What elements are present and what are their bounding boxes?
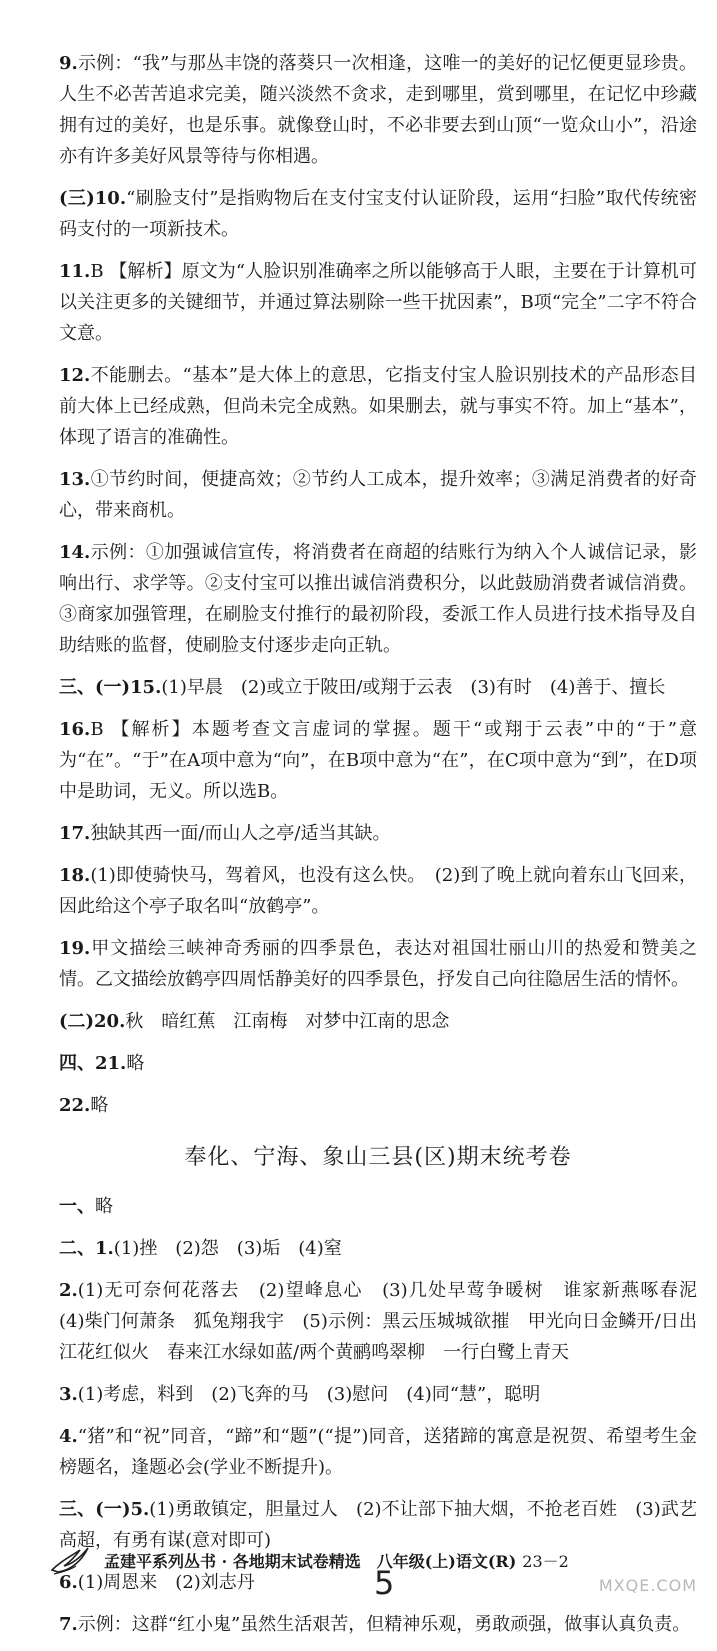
answer-text: 示例：①加强诚信宣传，将消费者在商超的结账行为纳入个人诚信记录，影响出行、求学等。②支付宝可以推出诚信消费积分，以此鼓励消费者诚信消费。③商家加强管理，在刷脸支付推行的最初阶段，委派工作人员进行技术指导及自助结账的监督，使刷脸支付逐步走向正轨。 <box>59 542 697 656</box>
footer-series-text: 孟建平系列丛书 · 各地期末试卷精选 八年级(上)语文(R) <box>104 1551 517 1571</box>
answer-content <box>0 48 717 1651</box>
answer-text: 示例：这群“红小鬼”虽然生活艰苦，但精神乐观，勇敢顽强，做事认真负责。 <box>77 1614 691 1635</box>
answer-text: (1)无可奈何花落去 (2)望峰息心 (3)几处早莺争暖树 谁家新燕啄春泥 (4)柴门何萧条 狐兔翔我宇 (5)示例：黑云压城城欲摧 甲光向日金鳞开/日出江花红似火 春来江水绿如蓝/两个黄鹂鸣翠柳 一行白鹭上青天 <box>59 1280 715 1363</box>
site-watermark: MXQE.COM <box>598 1576 697 1595</box>
answer-number: 4. <box>59 1426 78 1447</box>
answer-number: 三、(一)15. <box>59 677 162 698</box>
answer-text: (1)考虑，料到 (2)飞奔的马 (3)慰问 (4)同“慧”，聪明 <box>77 1384 541 1405</box>
answer-text: (1)早晨 (2)或立于陂田/或翔于云表 (3)有时 (4)善于、擅长 <box>161 677 666 698</box>
answer-number: (三)10. <box>59 188 127 209</box>
section-title: 奉化、宁海、象山三县(区)期末统考卷 <box>184 1145 572 1170</box>
answer-number: 3. <box>59 1384 78 1405</box>
answer-item <box>59 1275 715 1368</box>
answer-item <box>59 1379 697 1410</box>
answer-item <box>59 183 697 245</box>
answer-number: 12. <box>59 365 91 386</box>
answer-item <box>59 48 697 172</box>
answer-text: 示例：“我”与那丛丰饶的落葵只一次相逢，这唯一的美好的记忆便更显珍贵。人生不必苦苦追求完美，随兴淡然不贪求，走到哪里，赏到哪里，在记忆中珍藏拥有过的美好，也是乐事。就像登山时，不必非要去到山顶“一览众山小”，沿途亦有许多美好风景等待与你相遇。 <box>59 53 697 167</box>
answer-item <box>59 933 697 995</box>
answer-number: 14. <box>59 542 91 563</box>
answer-item <box>59 464 697 526</box>
answer-item <box>59 360 697 453</box>
answer-text: “猪”和“祝”同音，“蹄”和“题”(“提”)同音，送猪蹄的寓意是祝贺、希望考生金榜题名，逢题必会(学业不断提升)。 <box>59 1426 697 1478</box>
answer-text: 略 <box>90 1095 109 1116</box>
answer-text: 略 <box>95 1196 113 1217</box>
answer-text: 甲文描绘三峡神奇秀丽的四季景色，表达对祖国壮丽山川的热爱和赞美之情。乙文描绘放鹤亭四周恬静美好的四季景色，抒发自己向往隐居生活的情怀。 <box>59 938 697 990</box>
answer-number: 9. <box>59 53 78 74</box>
answer-number: 18. <box>59 865 91 886</box>
answer-text: (1)挫 (2)怨 (3)垢 (4)窒 <box>113 1238 342 1259</box>
answer-number: 19. <box>59 938 91 959</box>
answer-item <box>59 1090 697 1121</box>
answer-item <box>59 714 697 807</box>
answer-text: ①节约时间，便捷高效；②节约人工成本，提升效率；③满足消费者的好奇心，带来商机。 <box>59 469 697 521</box>
answer-item <box>59 1233 697 1264</box>
answer-item <box>59 1609 697 1640</box>
answer-list-top <box>59 48 697 1121</box>
answer-number: 6. <box>59 1572 78 1593</box>
footer-page-number: 23－2 <box>522 1551 569 1571</box>
answer-text: (1)勇敢镇定，胆量过人 (2)不让部下抽大烟，不抢老百姓 (3)武艺高超，有勇有谋(意对即可) <box>59 1499 697 1551</box>
handwritten-page-mark: 5 <box>374 1564 395 1602</box>
answer-item <box>59 818 697 849</box>
answer-text: 略 <box>126 1053 145 1074</box>
answer-number: 2. <box>59 1280 78 1301</box>
answer-number: 13. <box>59 469 91 490</box>
answer-item <box>59 1006 697 1037</box>
answer-number: 四、21. <box>59 1053 127 1074</box>
swallow-logo-icon <box>50 1544 90 1576</box>
answer-item <box>59 1421 697 1483</box>
answer-text: 独缺其西一面/而山人之亭/适当其缺。 <box>90 823 391 844</box>
answer-item <box>59 537 697 661</box>
answer-text: (1)即使骑快马，驾着风，也没有这么快。 (2)到了晚上就向着东山飞回来，因此给这个亭子取名叫“放鹤亭”。 <box>59 865 697 917</box>
answer-text: B 【解析】原文为“人脸识别准确率之所以能够高于人眼，主要在于计算机可以关注更多的关键细节，并通过算法剔除一些干扰因素”，B项“完全”二字不符合文意。 <box>59 261 697 344</box>
answer-number: 16. <box>59 719 91 740</box>
answer-number: 一、 <box>59 1196 95 1217</box>
answer-text: 秋 暗红蕉 江南梅 对梦中江南的思念 <box>125 1011 450 1032</box>
answer-text: “刷脸支付”是指购物后在支付宝支付认证阶段，运用“扫脸”取代传统密码支付的一项新技术。 <box>59 188 697 240</box>
answer-item <box>59 256 697 349</box>
answer-number: 22. <box>59 1095 91 1116</box>
answer-number: 三、(一)5. <box>59 1499 150 1520</box>
answer-number: 二、1. <box>59 1238 114 1259</box>
answer-number: 7. <box>59 1614 78 1635</box>
answer-text: B 【解析】本题考查文言虚词的掌握。题干“或翔于云表”中的“于”意为“在”。“于”在A项中意为“向”，在B项中意为“在”，在C项中意为“到”，在D项中是助词，无义。所以选B。 <box>59 719 697 802</box>
answer-text: 不能删去。“基本”是大体上的意思，它指支付宝人脸识别技术的产品形态目前大体上已经成熟，但尚未完全成熟。如果删去，就与事实不符。加上“基本”，体现了语言的准确性。 <box>59 365 697 448</box>
answer-item <box>59 860 697 922</box>
answer-item <box>59 672 697 703</box>
answer-text: (1)周恩来 (2)刘志丹 <box>77 1572 255 1593</box>
answer-number: (二)20. <box>59 1011 126 1032</box>
answer-number: 11. <box>59 261 91 282</box>
answer-item <box>59 1191 697 1222</box>
answer-item <box>59 1048 697 1079</box>
answer-number: 17. <box>59 823 91 844</box>
